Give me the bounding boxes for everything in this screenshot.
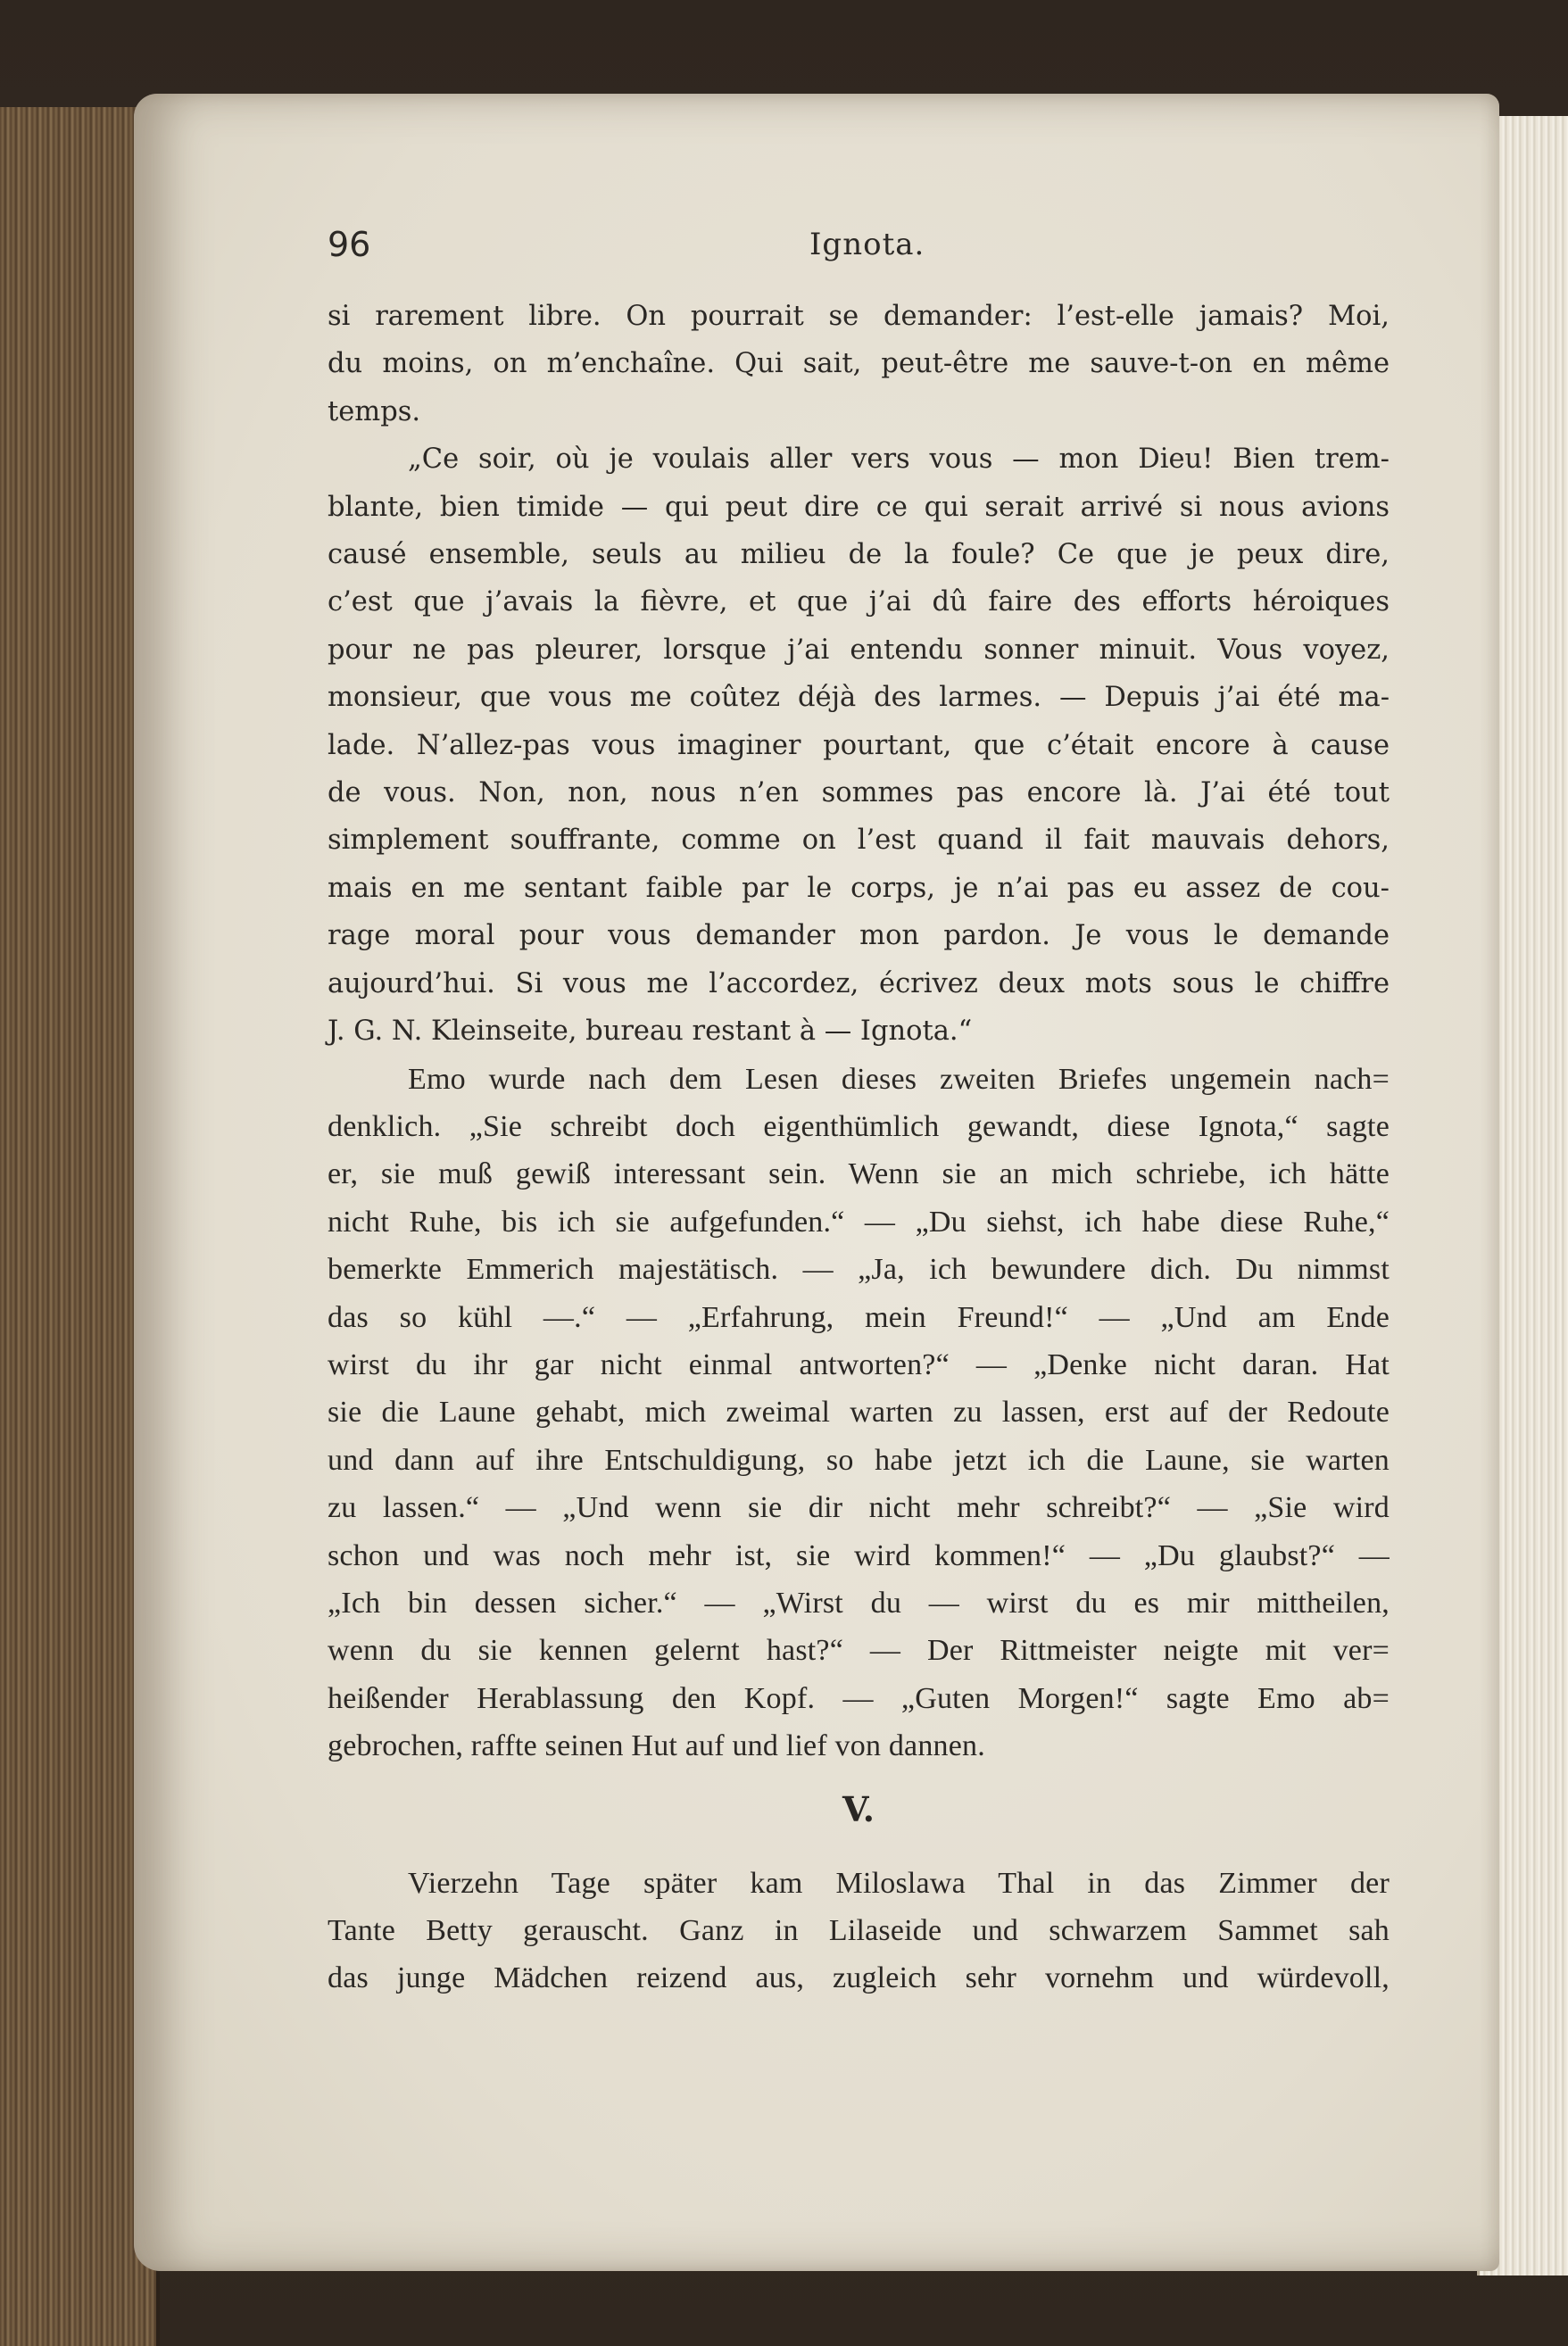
- text-line: Vierzehn Tage später kam Miloslawa Thal in das Zimmer der: [408, 1866, 1390, 1900]
- text-line: heißender Herablassung den Kopf. — „Guten Morgen!“ sagte Emo ab=: [328, 1681, 1390, 1715]
- page-body-text: [328, 293, 1390, 2002]
- section-heading: V.: [842, 1788, 875, 1829]
- text-line: aujourd’hui. Si vous me l’accordez, écrivez deux mots sous le chiffre: [328, 967, 1390, 999]
- page-header: [328, 225, 1390, 278]
- text-line: und dann auf ihre Entschuldigung, so habe jetzt ich die Laune, sie warten: [328, 1443, 1390, 1477]
- page-number: 96: [328, 225, 371, 264]
- running-head-title: Ignota.: [809, 227, 925, 262]
- text-line: zu lassen.“ — „Und wenn sie dir nicht mehr schreibt?“ — „Sie wird: [328, 1491, 1390, 1525]
- text-line: schon und was noch mehr ist, sie wird kommen!“ — „Du glaubst?“ —: [328, 1538, 1390, 1572]
- text-line: monsieur, que vous me coûtez déjà des larmes. — Depuis j’ai été ma-: [328, 682, 1390, 714]
- text-line: causé ensemble, seuls au milieu de la foule? Ce que je peux dire,: [328, 539, 1390, 571]
- text-line: er, sie muß gewiß interessant sein. Wenn sie an mich schriebe, ich hätte: [328, 1157, 1390, 1191]
- text-line: denklich. „Sie schreibt doch eigenthümlich gewandt, diese Ignota,“ sagte: [328, 1109, 1390, 1143]
- text-line: das junge Mädchen reizend aus, zugleich sehr vornehm und würdevoll,: [328, 1961, 1390, 1995]
- text-line: Emo wurde nach dem Lesen dieses zweiten Briefes ungemein nach=: [408, 1062, 1390, 1096]
- text-line: Tante Betty gerauscht. Ganz in Lilaseide und schwarzem Sammet sah: [328, 1914, 1390, 1947]
- text-line: simplement souffrante, comme on l’est quand il fait mauvais dehors,: [328, 825, 1390, 857]
- text-line: blante, bien timide — qui peut dire ce qui serait arrivé si nous avions: [328, 491, 1390, 523]
- text-line: pour ne pas pleurer, lorsque j’ai entendu sonner minuit. Vous voyez,: [328, 634, 1390, 666]
- text-line: „Ce soir, où je voulais aller vers vous — mon Dieu! Bien trem-: [408, 444, 1390, 476]
- text-line: lade. N’allez-pas vous imaginer pourtant, que c’était encore à cause: [328, 729, 1390, 761]
- text-line: nicht Ruhe, bis ich sie aufgefunden.“ — „Du siehst, ich habe diese Ruhe,“: [328, 1205, 1390, 1239]
- text-line: temps.: [328, 395, 421, 427]
- text-line: rage moral pour vous demander mon pardon. Je vous le demande: [328, 920, 1390, 952]
- text-line: das so kühl —.“ — „Erfahrung, mein Freund!“ — „Und am Ende: [328, 1300, 1390, 1334]
- text-line: de vous. Non, non, nous n’en sommes pas encore là. J’ai été tout: [328, 777, 1390, 809]
- text-line: si rarement libre. On pourrait se demander: l’est-elle jamais? Moi,: [328, 301, 1390, 332]
- text-line: du moins, on m’enchaîne. Qui sait, peut-être me sauve-t-on en même: [328, 348, 1390, 380]
- text-line: wirst du ihr gar nicht einmal antworten?“ — „Denke nicht daran. Hat: [328, 1347, 1390, 1381]
- text-line: mais en me sentant faible par le corps, je n’ai pas eu assez de cou-: [328, 872, 1390, 904]
- text-line: bemerkte Emmerich majestätisch. — „Ja, ich bewundere dich. Du nimmst: [328, 1253, 1390, 1287]
- text-line: sie die Laune gehabt, mich zweimal warten zu lassen, erst auf der Redoute: [328, 1396, 1390, 1430]
- text-line: c’est que j’avais la fièvre, et que j’ai dû faire des efforts héroiques: [328, 586, 1390, 618]
- text-line: „Ich bin dessen sicher.“ — „Wirst du — wirst du es mir mittheilen,: [328, 1586, 1390, 1620]
- text-line: gebrochen, raffte seinen Hut auf und lief von dannen.: [328, 1729, 985, 1763]
- text-line: J. G. N. Kleinseite, bureau restant à — Ignota.“: [328, 1015, 973, 1048]
- text-line: wenn du sie kennen gelernt hast?“ — Der Rittmeister neigte mit ver=: [328, 1634, 1390, 1668]
